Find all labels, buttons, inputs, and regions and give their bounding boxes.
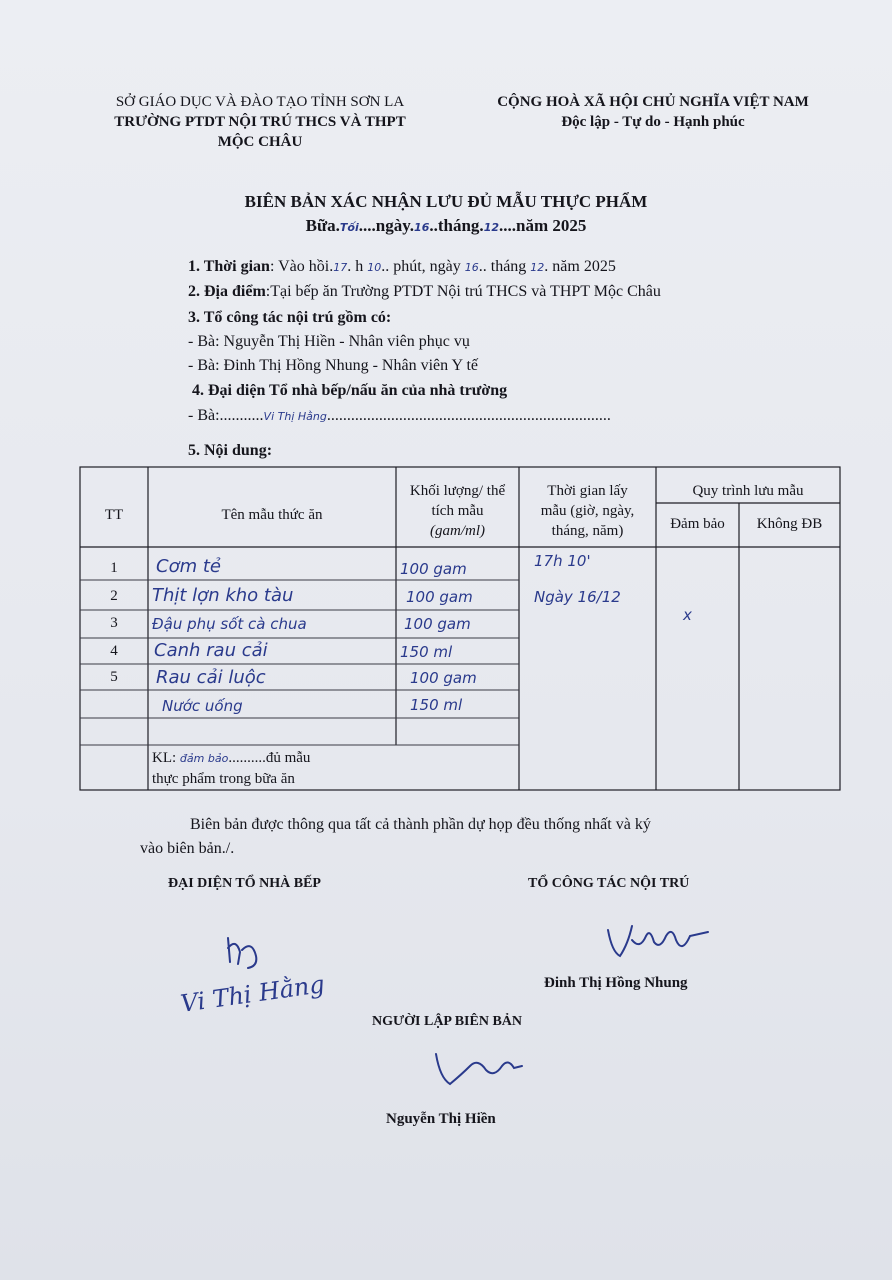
time-header-line3: tháng, năm): [551, 523, 624, 539]
month-value: 12: [483, 221, 499, 234]
col-header-weight: [396, 481, 519, 541]
hour-value: 17: [333, 261, 348, 274]
time-text-2: . h: [347, 258, 368, 275]
motto: Độc lập - Tự do - Hạnh phúc: [561, 114, 745, 130]
school-name: TRƯỜNG PTDT NỘI TRÚ THCS VÀ THPT: [114, 114, 406, 130]
col-header-time: [519, 481, 656, 541]
national-header: [468, 92, 838, 132]
col-header-not-ok: Không ĐB: [756, 516, 823, 532]
location-label: 2. Địa điểm: [188, 283, 266, 300]
time-header-line1: Thời gian lấy: [547, 483, 628, 499]
month-label: ..tháng.: [429, 216, 484, 235]
time-text-3: .. phút, ngày: [381, 258, 465, 275]
time-text-1: : Vào hồi.: [269, 258, 334, 275]
meal-label: Bữa.: [305, 216, 340, 235]
agency-name: SỞ GIÁO DỤC VÀ ĐÀO TẠO TỈNH SƠN LA: [115, 94, 405, 110]
row-number: 3: [110, 615, 118, 631]
table-row: [80, 666, 519, 692]
weight-header-line2: tích mẫu: [431, 503, 484, 519]
food-weight: 100 gam: [406, 588, 473, 606]
table-row: [80, 693, 519, 719]
table-row: [80, 612, 519, 640]
recorder-signature-title: NGƯỜI LẬP BIÊN BẢN: [372, 1014, 523, 1029]
document-title: BIÊN BẢN XÁC NHẬN LƯU ĐỦ MẪU THỰC PHẨM: [244, 192, 648, 211]
sample-date: Ngày 16/12: [534, 588, 621, 606]
food-weight: 100 gam: [410, 669, 477, 687]
section-kitchen-label: 4. Đại diện Tổ nhà bếp/nấu ăn của nhà trường: [192, 382, 508, 399]
team-signer-name: Đinh Thị Hồng Nhung: [544, 975, 688, 991]
school-name-line2: MỘC CHÂU: [217, 134, 303, 150]
conclusion-line2: thực phẩm trong bữa ăn: [152, 771, 295, 787]
day-value: 16: [414, 221, 430, 234]
row-number: 4: [110, 643, 118, 659]
food-name: Thịt lợn kho tàu: [152, 585, 294, 606]
food-name: Rau cải luộc: [156, 667, 266, 688]
conclusion-suffix: ..........đủ mẫu: [228, 750, 311, 766]
minute-value: 10: [367, 261, 382, 274]
kitchen-rep-name: Vi Thị Hằng: [263, 410, 327, 423]
col-header-tt: TT: [104, 507, 124, 523]
food-weight: 100 gam: [404, 615, 471, 633]
closing-line1: Biên bản được thông qua tất cả thành phần dự họp đều thống nhất và ký: [190, 816, 651, 833]
year-label: ....năm 2025: [499, 216, 587, 235]
row-number: 2: [110, 588, 118, 604]
table-row: [80, 554, 519, 584]
conclusion-prefix: KL:: [152, 750, 180, 766]
section-content-label: 5. Nội dung:: [188, 442, 273, 459]
country-name: CỘNG HOÀ XÃ HỘI CHỦ NGHĨA VIỆT NAM: [497, 94, 809, 110]
kitchen-rep-prefix: - Bà:...........: [188, 407, 264, 424]
kitchen-rep-dots: .......................................................................: [326, 407, 611, 424]
section-time: [188, 256, 828, 279]
kitchen-representative: [188, 405, 828, 428]
col-header-ok: Đảm bảo: [670, 516, 725, 532]
time-header-line2: mẫu (giờ, ngày,: [540, 503, 635, 519]
table-row: [80, 584, 519, 614]
conclusion-value: đảm bảo: [179, 752, 229, 765]
food-weight: 150 ml: [400, 643, 453, 661]
time-text-5: . năm 2025: [544, 258, 616, 275]
time-text-4: .. tháng: [478, 258, 531, 275]
sample-time: 17h 10': [534, 552, 591, 570]
team-member-2: - Bà: Đinh Thị Hồng Nhung - Nhân viên Y tế: [188, 357, 479, 374]
recorder-name: Nguyễn Thị Hiền: [386, 1111, 496, 1127]
table-row: [80, 640, 519, 666]
kitchen-signature-title: ĐẠI DIỆN TỔ NHÀ BẾP: [168, 876, 321, 891]
food-weight: 100 gam: [400, 560, 467, 578]
row-number: 1: [110, 560, 118, 576]
weight-header-line1: Khối lượng/ thể: [409, 483, 506, 499]
date-month-value: 12: [530, 261, 545, 274]
team-signature-title: TỔ CÔNG TÁC NỘI TRÚ: [528, 876, 690, 891]
section-team-label: 3. Tổ công tác nội trú gồm có:: [188, 309, 392, 326]
section-location: [188, 281, 848, 303]
weight-header-line3: (gam/ml): [430, 523, 485, 539]
closing-line2: vào biên bản./.: [140, 840, 235, 857]
row-number: 5: [110, 669, 118, 685]
food-name: Cơm tẻ: [156, 556, 221, 577]
table-conclusion: [152, 748, 392, 789]
agency-header: [80, 92, 440, 152]
food-name: Canh rau cải: [154, 640, 268, 661]
team-member-1: - Bà: Nguyễn Thị Hiền - Nhân viên phục vụ: [188, 333, 470, 350]
food-name: Đậu phụ sốt cà chua: [152, 615, 307, 633]
col-header-process: Quy trình lưu mẫu: [692, 483, 804, 499]
location-text: :Tại bếp ăn Trường PTDT Nội trú THCS và THPT Mộc Châu: [265, 283, 661, 300]
food-weight: 150 ml: [410, 696, 463, 714]
date-day-value: 16: [464, 261, 479, 274]
food-name: Nước uống: [162, 697, 243, 715]
ok-mark: x: [683, 606, 692, 624]
col-header-food-name: Tên mẫu thức ăn: [221, 507, 323, 523]
document-subtitle: [0, 216, 892, 236]
kitchen-signature-name: Vi Thị Hằng: [178, 970, 327, 1018]
day-label: ....ngày.: [358, 216, 415, 235]
time-label: 1. Thời gian: [188, 258, 270, 275]
meal-value: Tối: [339, 221, 359, 234]
